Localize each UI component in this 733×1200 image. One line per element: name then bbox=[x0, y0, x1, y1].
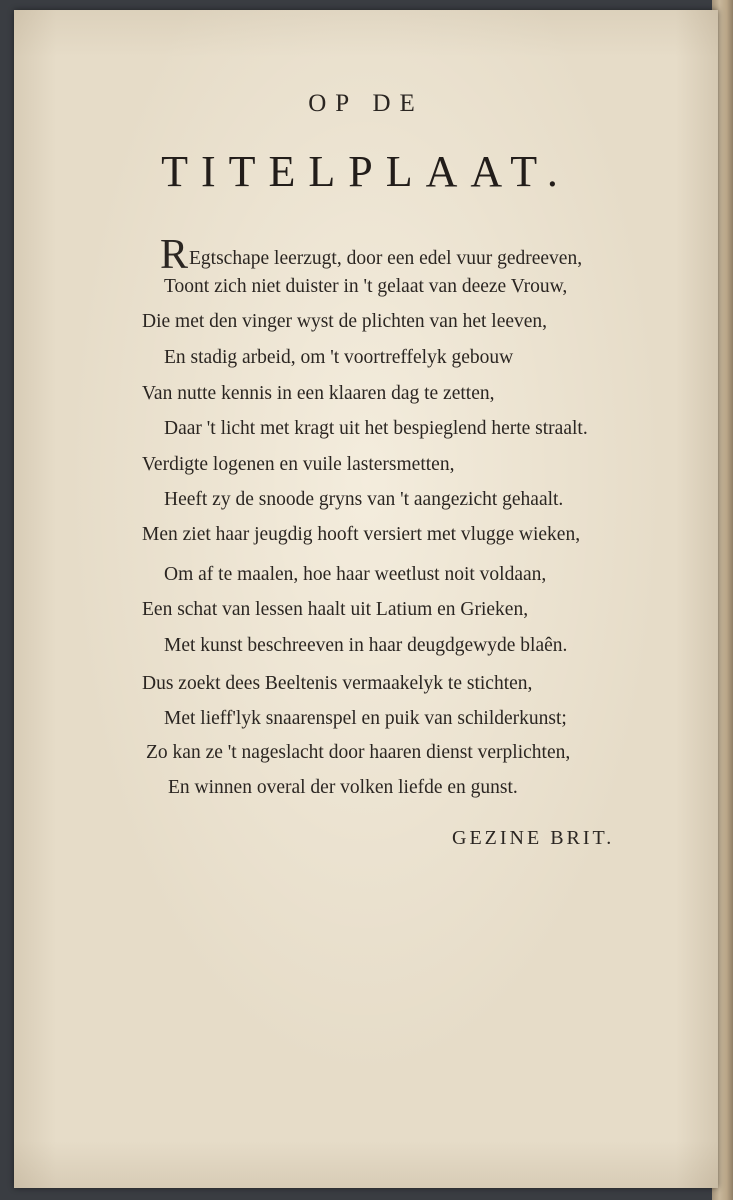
drop-cap: R bbox=[160, 232, 189, 278]
poem-line: Toont zich niet duister in 't gelaat van deeze Vrouw, bbox=[164, 276, 568, 297]
poem-line: En winnen overal der volken liefde en gunst. bbox=[168, 777, 518, 798]
poem-line: Verdigte logenen en vuile lastersmetten, bbox=[142, 454, 455, 475]
poem-line: Van nutte kennis in een klaaren dag te zetten, bbox=[142, 383, 495, 404]
poem-line: Men ziet haar jeugdig hooft versiert met vlugge wieken, bbox=[142, 524, 581, 545]
poem-line: Heeft zy de snoode gryns van 't aangezicht gehaalt. bbox=[164, 489, 564, 510]
poem-line: En stadig arbeid, om 't voortreffelyk gebouw bbox=[164, 347, 514, 368]
poem-line: Om af te maalen, hoe haar weetlust noit voldaan, bbox=[164, 564, 547, 585]
poem-line: Met kunst beschreeven in haar deugdgewyde blaên. bbox=[164, 635, 568, 656]
book-page bbox=[14, 10, 718, 1188]
poem-line: Zo kan ze 't nageslacht door haaren dienst verplichten, bbox=[146, 742, 571, 763]
poem bbox=[14, 10, 718, 1188]
poem-line: Die met den vinger wyst de plichten van het leeven, bbox=[142, 311, 548, 332]
poem-line: Een schat van lessen haalt uit Latium en Grieken, bbox=[142, 599, 529, 620]
poem-line: Met lieff'lyk snaarenspel en puik van schilderkunst; bbox=[164, 708, 567, 729]
poem-line: Daar 't licht met kragt uit het bespieglend herte straalt. bbox=[164, 418, 588, 439]
heading-op-de: OP DE bbox=[308, 90, 424, 117]
author-signature: GEZINE BRIT. bbox=[452, 827, 615, 849]
poem-line-text: Egtschape leerzugt, door een edel vuur gedreeven, bbox=[189, 248, 583, 269]
heading-titelplaat: TITELPLAAT. bbox=[161, 147, 571, 196]
poem-line: Dus zoekt dees Beeltenis vermaakelyk te stichten, bbox=[142, 673, 533, 694]
poem-line bbox=[160, 234, 582, 276]
